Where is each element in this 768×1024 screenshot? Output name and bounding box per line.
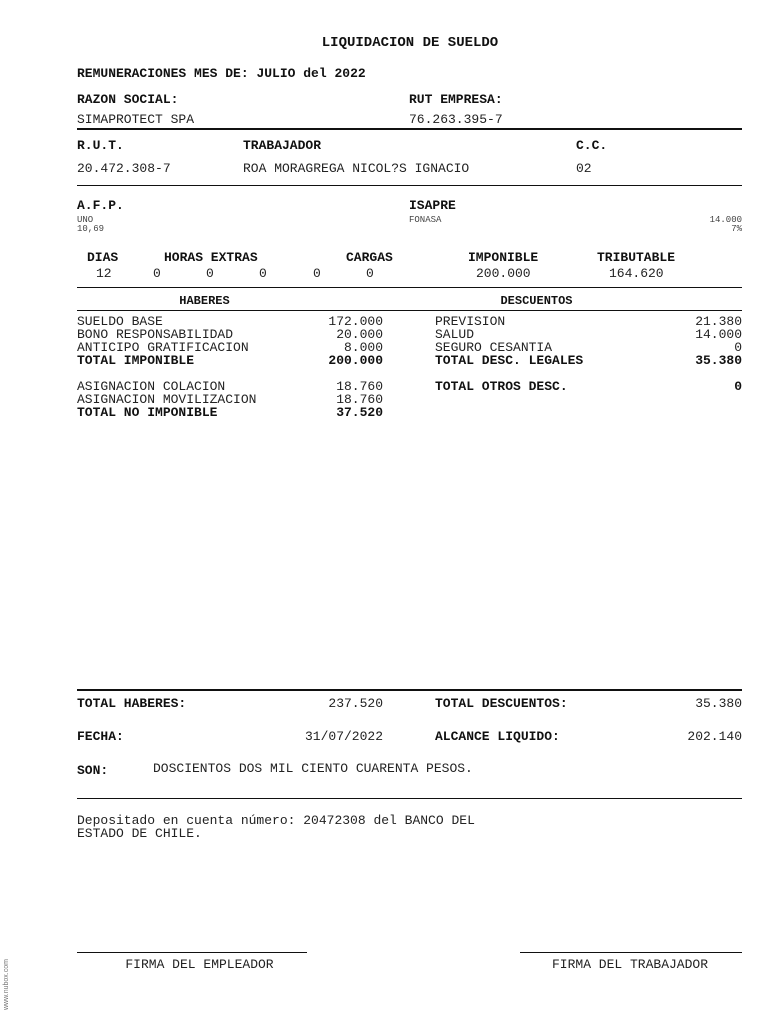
worker-name-value: ROA MORAGREGA NICOL?S IGNACIO <box>243 161 470 176</box>
total-no-imponible-amount: 37.520 <box>336 405 383 420</box>
haberes-amounts <box>283 315 383 419</box>
divider <box>77 310 742 311</box>
haber-amount: 8.000 <box>343 340 383 355</box>
total-imponible-amount: 200.000 <box>328 353 383 368</box>
descuentos-amounts <box>642 315 742 393</box>
horas-value: 0 <box>259 266 267 281</box>
employer-signature-line <box>77 952 307 953</box>
haber-label: ASIGNACION MOVILIZACION <box>77 392 257 407</box>
descuento-label: SEGURO CESANTIA <box>435 340 553 355</box>
alcance-liquido-value: 202.140 <box>687 729 742 744</box>
worker-signature-label: FIRMA DEL TRABAJADOR <box>551 957 709 972</box>
razon-social-value: SIMAPROTECT SPA <box>77 112 195 127</box>
period-value: JULIO del 2022 <box>256 66 366 81</box>
haber-amount: 20.000 <box>336 327 383 342</box>
razon-social-label: RAZON SOCIAL: <box>77 92 179 107</box>
rut-empresa-value: 76.263.395-7 <box>409 112 503 127</box>
employer-signature-label: FIRMA DEL EMPLEADOR <box>125 957 274 972</box>
son-label: SON: <box>77 763 109 778</box>
descuento-label: SALUD <box>435 327 475 342</box>
haber-label: ASIGNACION COLACION <box>77 379 226 394</box>
cargas-value: 0 <box>313 266 321 281</box>
isapre-rate: 7% <box>731 224 742 234</box>
total-haberes-value: 237.520 <box>328 696 383 711</box>
haberes-header: HABERES <box>179 294 230 308</box>
worker-rut-value: 20.472.308-7 <box>77 161 171 176</box>
descuentos-labels <box>435 315 655 393</box>
period-label <box>77 66 366 81</box>
haber-amount: 18.760 <box>336 379 383 394</box>
cc-value: 02 <box>576 161 592 176</box>
total-imponible-label: TOTAL IMPONIBLE <box>77 353 195 368</box>
divider <box>77 798 742 799</box>
total-descuentos-value: 35.380 <box>695 696 742 711</box>
tributable-value: 164.620 <box>609 266 664 281</box>
fecha-label: FECHA: <box>77 729 124 744</box>
divider <box>77 287 742 288</box>
afp-rate: 10,69 <box>77 224 105 234</box>
total-haberes-label: TOTAL HABERES: <box>77 696 187 711</box>
cargas-value: 0 <box>366 266 374 281</box>
worker-rut-label: R.U.T. <box>77 138 124 153</box>
haber-amount: 18.760 <box>336 392 383 407</box>
imponible-header: IMPONIBLE <box>468 250 539 265</box>
horas-extras-header: HORAS EXTRAS <box>164 250 258 265</box>
afp-name: UNO <box>77 215 94 225</box>
haber-label: ANTICIPO GRATIFICACION <box>77 340 249 355</box>
horas-value: 0 <box>206 266 214 281</box>
haber-amount: 172.000 <box>328 314 383 329</box>
isapre-amount: 14.000 <box>709 215 742 225</box>
total-desc-legales-amount: 35.380 <box>695 353 742 368</box>
deposit-line-1: Depositado en cuenta número: 20472308 del BANCO DEL <box>77 813 475 828</box>
descuento-amount: 14.000 <box>695 327 742 342</box>
cc-label: C.C. <box>576 138 608 153</box>
deposit-line-2: ESTADO DE CHILE. <box>77 826 202 841</box>
divider <box>77 128 742 130</box>
cargas-header: CARGAS <box>346 250 393 265</box>
son-value: DOSCIENTOS DOS MIL CIENTO CUARENTA PESOS. <box>153 761 473 776</box>
divider <box>77 185 742 186</box>
haber-label: BONO RESPONSABILIDAD <box>77 327 234 342</box>
worker-signature-line <box>520 952 742 953</box>
horas-value: 0 <box>153 266 161 281</box>
total-desc-legales-label: TOTAL DESC. LEGALES <box>435 353 584 368</box>
tributable-header: TRIBUTABLE <box>597 250 676 265</box>
afp-label: A.F.P. <box>77 198 124 213</box>
rut-empresa-label: RUT EMPRESA: <box>409 92 503 107</box>
dias-value: 12 <box>96 266 112 281</box>
total-otros-desc-amount: 0 <box>734 379 742 394</box>
imponible-value: 200.000 <box>476 266 531 281</box>
descuento-label: PREVISION <box>435 314 506 329</box>
alcance-liquido-label: ALCANCE LIQUIDO: <box>435 729 560 744</box>
isapre-label: ISAPRE <box>409 198 456 213</box>
footer-mark: www.nubox.com <box>3 959 10 1010</box>
haber-label: SUELDO BASE <box>77 314 163 329</box>
descuento-amount: 0 <box>734 340 742 355</box>
total-no-imponible-label: TOTAL NO IMPONIBLE <box>77 405 218 420</box>
page-title: LIQUIDACION DE SUELDO <box>321 35 499 51</box>
divider <box>77 689 742 691</box>
total-otros-desc-label: TOTAL OTROS DESC. <box>435 379 568 394</box>
total-descuentos-label: TOTAL DESCUENTOS: <box>435 696 568 711</box>
isapre-name: FONASA <box>409 215 442 225</box>
dias-header: DIAS <box>87 250 119 265</box>
worker-name-label: TRABAJADOR <box>243 138 322 153</box>
period-label-text: REMUNERACIONES MES DE: <box>77 66 249 81</box>
descuentos-header: DESCUENTOS <box>500 294 573 308</box>
descuento-amount: 21.380 <box>695 314 742 329</box>
fecha-value: 31/07/2022 <box>304 729 383 744</box>
